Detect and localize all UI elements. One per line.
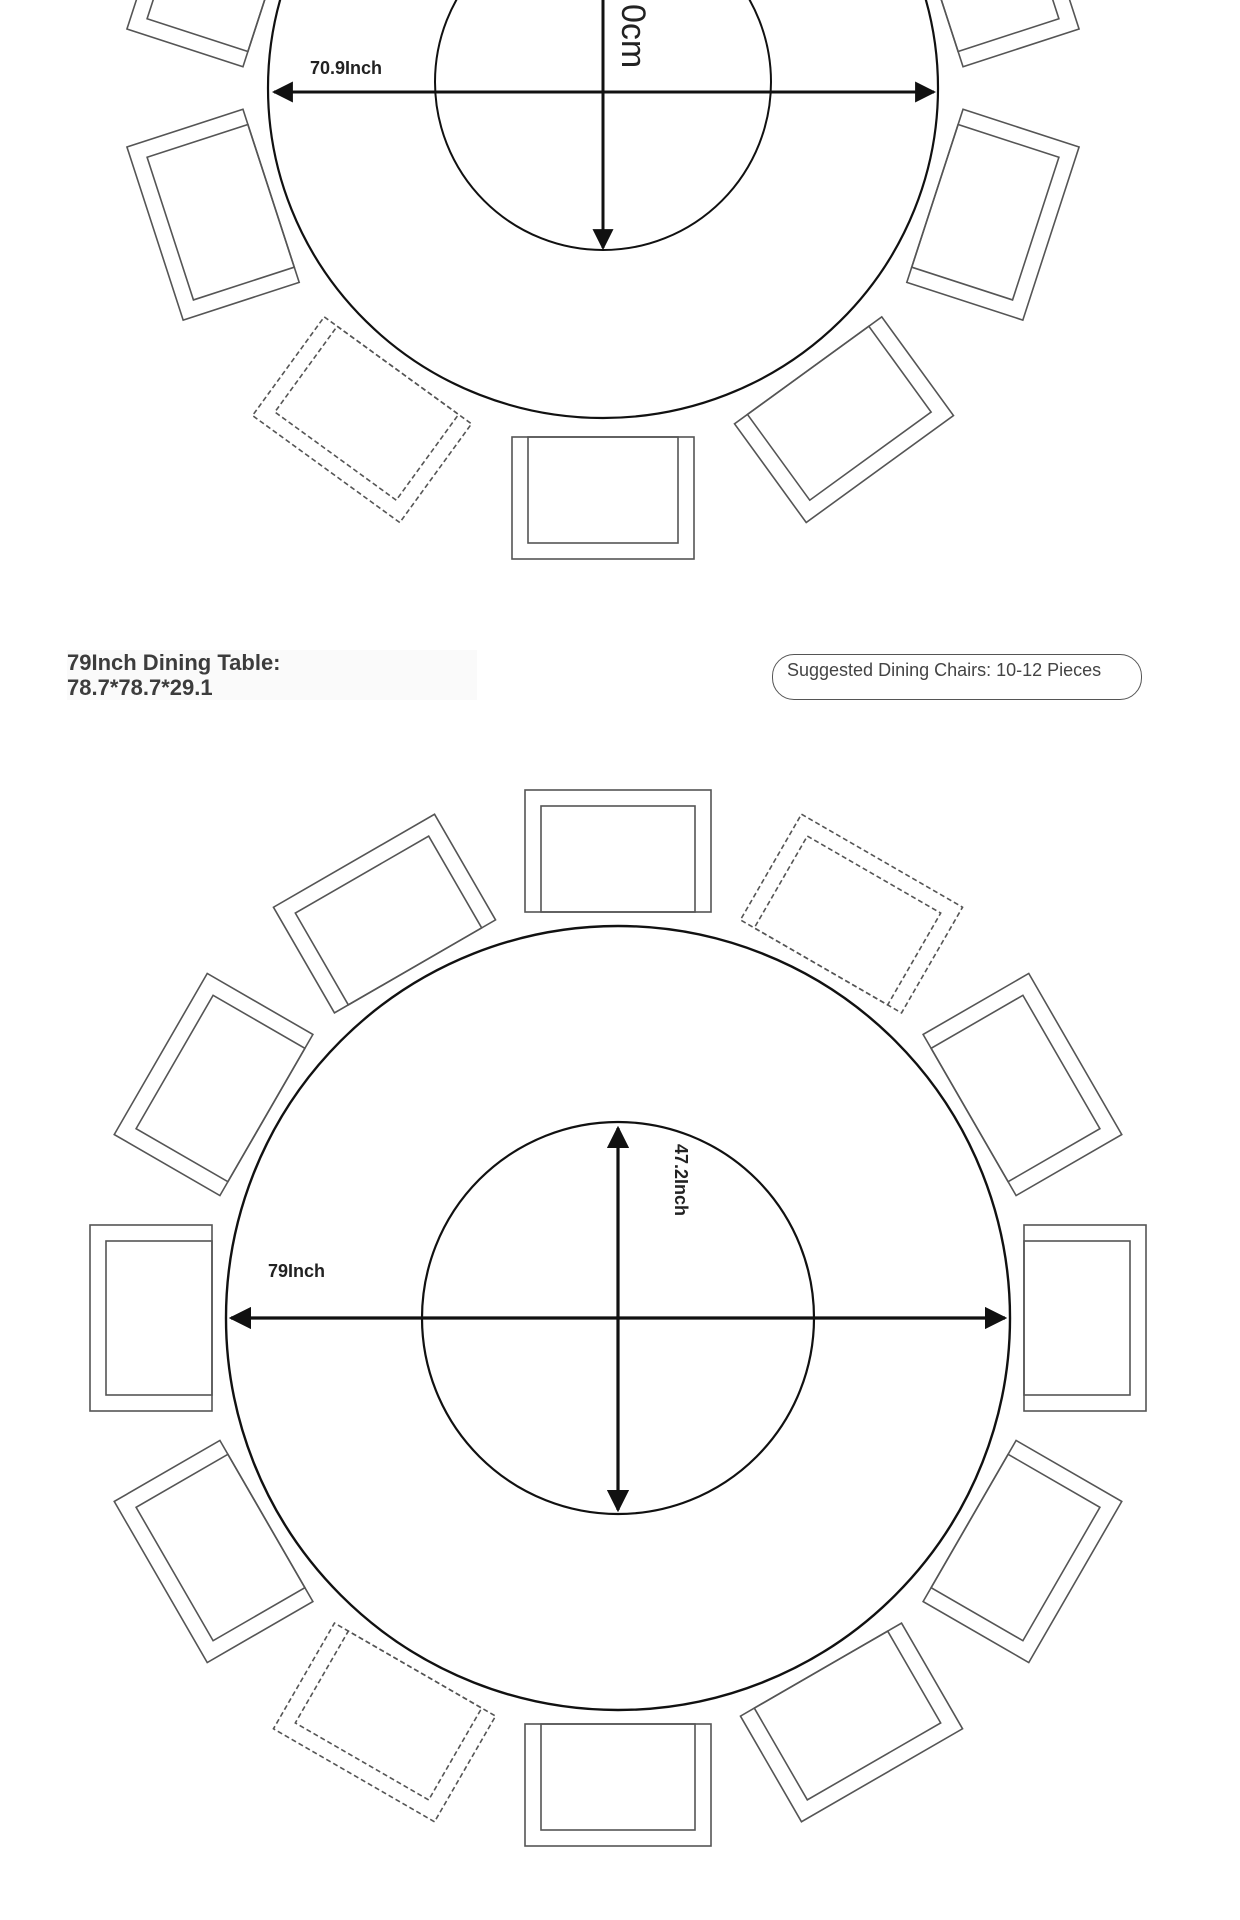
bottom-chair-1 <box>525 790 711 912</box>
bottom-table-diagram <box>0 740 1240 1920</box>
bottom-chair-10 <box>90 1225 212 1411</box>
table-title <box>67 650 477 700</box>
bottom-chair-9 <box>114 1440 313 1662</box>
bottom-chair-6 <box>740 1623 962 1822</box>
top-chair-6 <box>512 437 694 559</box>
table-dimensions: 78.7*78.7*29.1 <box>67 675 213 700</box>
suggested-chairs-badge <box>772 654 1142 700</box>
table-title-line1: 79Inch Dining Table: <box>67 650 281 675</box>
bottom-inner-label: 47.2Inch <box>671 1144 691 1217</box>
top-chair-7 <box>253 317 472 523</box>
bottom-chair-12 <box>273 814 495 1013</box>
bottom-chair-4 <box>1024 1225 1146 1411</box>
bottom-chair-5 <box>923 1440 1122 1662</box>
top-table-diagram <box>0 0 1240 600</box>
suggested-chairs-text: Suggested Dining Chairs: 10-12 Pieces <box>787 660 1102 680</box>
bottom-diameter-label: 79Inch <box>268 1261 326 1281</box>
bottom-chair-8 <box>273 1623 495 1822</box>
bottom-chair-7 <box>525 1724 711 1846</box>
top-chair-5 <box>735 317 954 523</box>
bottom-chair-2 <box>740 814 962 1013</box>
bottom-chair-11 <box>114 973 313 1195</box>
top-partial-vertical-label: 0cm <box>614 4 652 69</box>
bottom-chair-3 <box>923 973 1122 1195</box>
top-diameter-label: 70.9Inch <box>310 58 383 78</box>
